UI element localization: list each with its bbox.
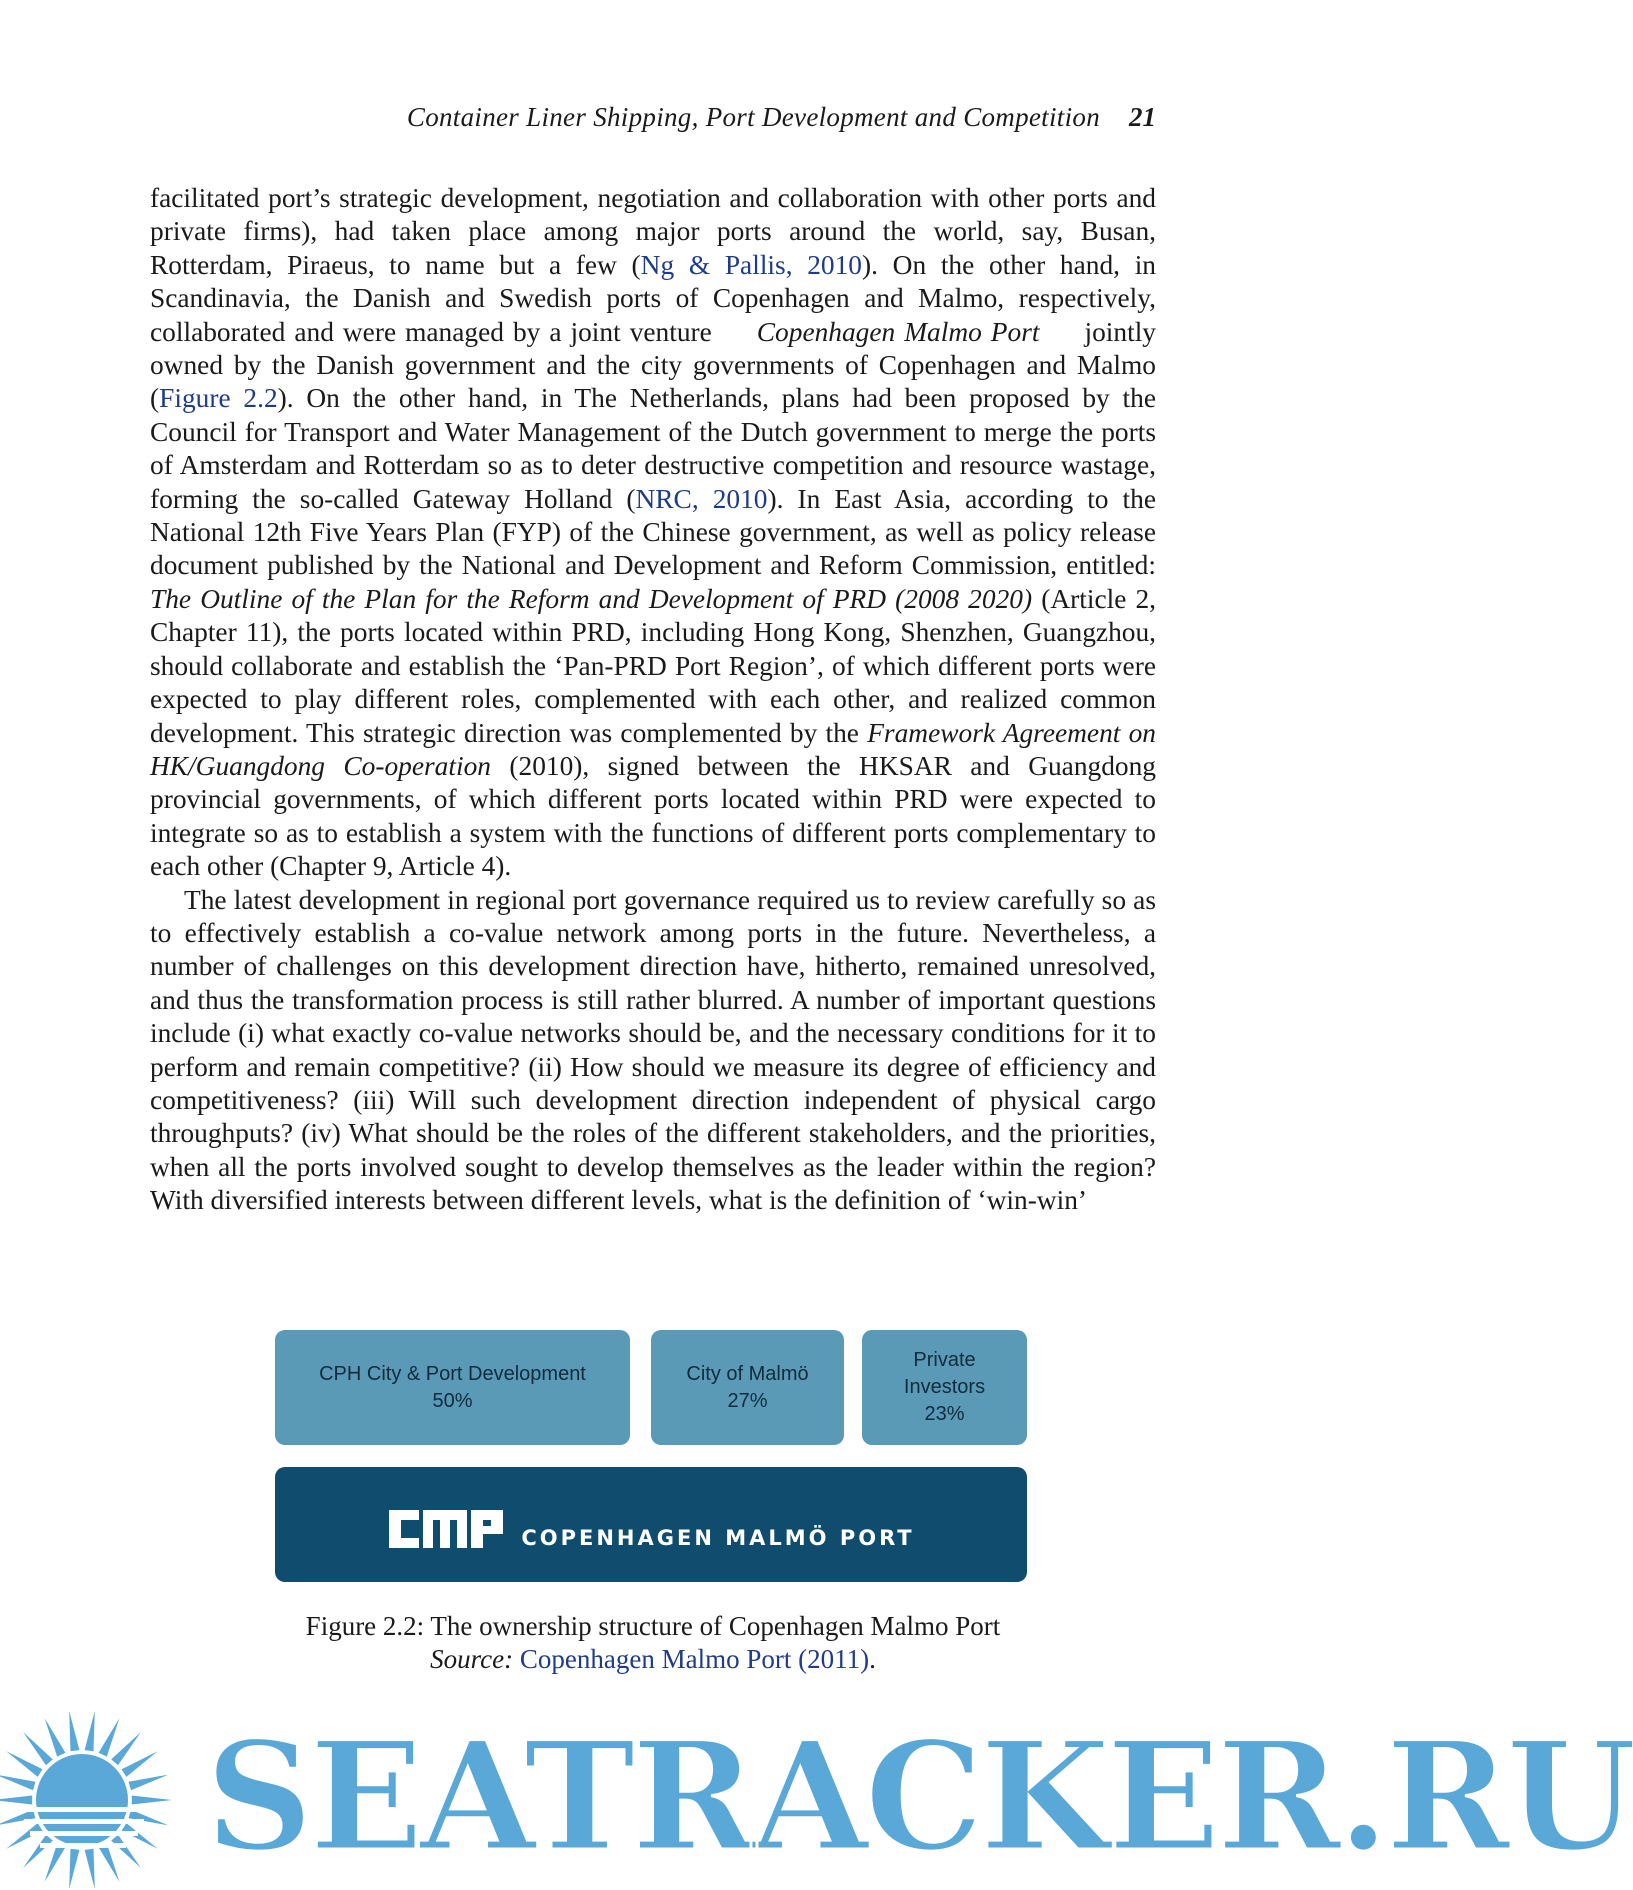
sun-ray: [69, 1849, 79, 1889]
owner-box-cph: [275, 1330, 630, 1445]
paragraph-2: The latest development in regional port governance required us to review carefully so as to effectively establish a co-value network among ports in the future. Nevertheless, a number of challenges on this development direction have, hitherto, remained unresolved, and thus the transformation process is still rather blurred. A number of important questions include (i) what exactly co-value networks should be, and the necessary conditions for it to perform and remain competitive? (ii) How should we measure its degree of efficiency and competitiveness? (iii) Will such development direction independent of physical cargo throughputs? (iv) What should be the roles of the different stakeholders, and the priorities, when all the ports involved sought to develop themselves as the leader within the region? With diversified interests between different levels, what is the definition of ‘win-win’: [150, 884, 1156, 1216]
watermark-text: SEATRACKER.RU: [205, 1709, 1633, 1885]
sun-ray: [45, 1843, 66, 1882]
sun-ray: [6, 1751, 42, 1777]
owner-name-line2: Investors: [903, 1376, 986, 1398]
cmp-logo-icon: [387, 1506, 507, 1552]
citation-nrc[interactable]: NRC, 2010: [635, 483, 768, 514]
sun-ray: [99, 1718, 120, 1757]
sun-ray: [85, 1849, 95, 1889]
text-run: ). In East Asia, according to the National 12th Five Years Plan (FYP) of the Chinese government, as well as policy release document published by the National and Development and Reform Commission, entitled:: [150, 483, 1157, 581]
text-run: (Article 2, Chapter 11), the ports located within PRD, including Hong Kong, Shenzhen, Guangzhou, should collaborate and establish the ‘Pan-PRD Port Region’, of which different ports were expected to play different roles, complemented with each other, and realized common development. This strategic direction was complemented by the: [150, 583, 1157, 748]
source-end: .: [869, 1644, 876, 1674]
figure-reference-link[interactable]: Figure 2.2: [159, 383, 278, 414]
sun-ray: [99, 1843, 120, 1882]
sun-icon: [0, 1705, 200, 1890]
cmp-banner: [275, 1467, 1027, 1582]
italic-cmp-name: Copenhagen Malmo Port: [756, 316, 1040, 347]
sun-ray: [111, 1835, 141, 1868]
sun-ray: [69, 1711, 79, 1751]
sun-ray: [111, 1732, 141, 1765]
sun-ray: [23, 1732, 53, 1765]
text-run: (2010), signed between the HKSAR and Guangdong provincial governments, of which different ports located within PRD were expected to integrate so as to establish a system with the functions of different ports complementary to each other (Chapter 9, Article 4).: [150, 750, 1157, 882]
running-header: [150, 102, 1156, 138]
owner-share: 27%: [727, 1389, 768, 1412]
company-name: COPENHAGEN MALMÖ PORT: [521, 1525, 915, 1550]
text-run: jointly owned by the Danish government and the city governments of Copenhagen and Malmo (: [150, 316, 1156, 414]
sun-ray: [85, 1711, 95, 1751]
owner-name: CPH City & Port Development: [319, 1362, 586, 1385]
italic-agreement-title: Framework Agreement on HK/Guangdong Co-operation: [150, 717, 1156, 781]
figure-caption: [150, 1610, 1156, 1676]
sun-ray: [0, 1775, 36, 1791]
sun-ray: [23, 1835, 53, 1868]
paragraph-1: [150, 182, 1156, 884]
owner-box-private: [862, 1330, 1027, 1445]
owner-name: City of Malmö: [686, 1362, 809, 1385]
cmp-logo: [387, 1506, 914, 1552]
citation-ng-pallis[interactable]: Ng & Pallis, 2010: [640, 249, 863, 280]
sun-ray: [45, 1718, 66, 1757]
owner-share: 50%: [432, 1389, 473, 1412]
source-reference-link[interactable]: Copenhagen Malmo Port (2011): [519, 1644, 870, 1674]
body-text: [150, 182, 1156, 1218]
source-label: Source:: [430, 1644, 514, 1674]
text-run: facilitated port’s strategic development, negotiation and collaboration with other ports and private firms), had taken place among major ports around the world, say, Busan, Rotterdam, Piraeus, to name but a few (: [150, 183, 1156, 280]
watermark: [0, 1705, 1633, 1890]
sun-ray: [129, 1775, 169, 1791]
caption-source: [150, 1643, 1156, 1676]
owner-name-line1: Private: [913, 1349, 976, 1371]
page-number: 21: [1129, 102, 1156, 132]
caption-title: Figure 2.2: The ownership structure of Copenhagen Malmo Port: [305, 1611, 1001, 1641]
text-run: ). On the other hand, in The Netherlands, plans had been proposed by the Council for Transport and Water Management of the Dutch government to merge the ports of Amsterdam and Rotterdam so as to deter destructive competition and resource wastage, forming the so-called Gateway Holland (: [150, 383, 1156, 514]
sun-ray: [122, 1751, 158, 1777]
owner-box-malmo: [651, 1330, 844, 1445]
owner-share: 23%: [924, 1403, 965, 1425]
italic-document-title: The Outline of the Plan for the Reform and Development of PRD (2008 2020): [150, 583, 1033, 614]
text-run: ). On the other hand, in Scandinavia, the Danish and Swedish ports of Copenhagen and Malmo, respectively, collaborated and were managed by a joint venture: [150, 249, 1156, 347]
sun-ray: [132, 1796, 172, 1805]
running-title: Container Liner Shipping, Port Development and Competition: [406, 102, 1100, 132]
sun-ray: [0, 1796, 32, 1805]
